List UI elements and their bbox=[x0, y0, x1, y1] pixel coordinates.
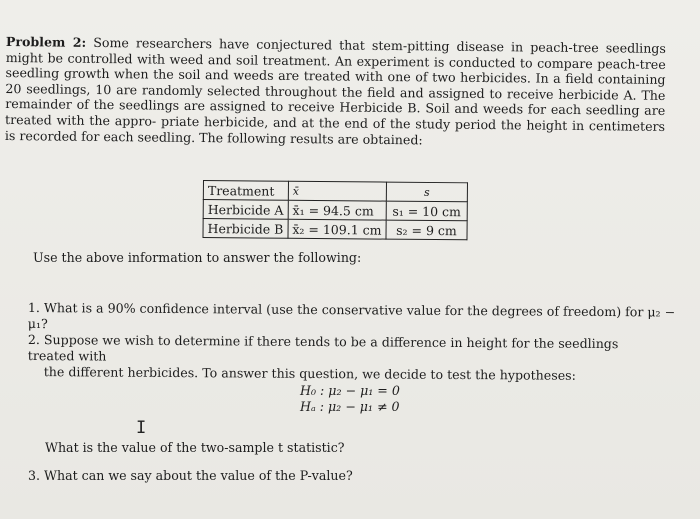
problem-line-5: seedlings are assigned to receive Herbicide B. Soil and weeds for each seedling are treated with the appro- bbox=[5, 97, 666, 129]
table-header-row bbox=[203, 181, 467, 202]
question-3: 3. What can we say about the value of the P-value? bbox=[28, 468, 353, 483]
text-cursor-icon: I bbox=[136, 418, 147, 438]
row-b-sd: s₂ = 9 cm bbox=[386, 220, 467, 240]
problem-line-2: be controlled with weed and soil treatment. An experiment is conducted to compare peach-tree seedling bbox=[5, 50, 666, 81]
table-row bbox=[203, 200, 467, 221]
alternative-hypothesis: Hₐ : μ₂ − μ₁ ≠ 0 bbox=[300, 399, 400, 414]
table-row bbox=[203, 219, 467, 240]
row-b-treatment: Herbicide B bbox=[203, 219, 288, 239]
problem-statement bbox=[5, 34, 666, 150]
problem-label: Problem 2: bbox=[5, 34, 87, 50]
row-b-mean: x̄₂ = 109.1 cm bbox=[288, 219, 386, 239]
results-table bbox=[202, 180, 467, 240]
question-2-line-2: the different herbicides. To answer this question, we decide to test the hypotheses: bbox=[43, 364, 576, 383]
instruction-text: Use the above information to answer the following: bbox=[33, 250, 362, 265]
question-2-line-1: 2. Suppose we wish to determine if there tends to be a difference in height for the seedlings treated with bbox=[27, 332, 619, 364]
problem-line-7: The following results are obtained: bbox=[199, 129, 423, 147]
question-1: 1. What is a 90% confidence interval (use the conservative value for the degrees of freedom) for μ₂ − μ₁? bbox=[27, 300, 676, 332]
row-a-treatment: Herbicide A bbox=[203, 200, 288, 220]
hypotheses bbox=[300, 383, 400, 415]
row-a-mean: x̄₁ = 94.5 cm bbox=[288, 200, 386, 220]
problem-line-4: 10 are randomly selected throughout the field and assigned to receive herbicide A. The remainder of the bbox=[5, 81, 666, 113]
question-2 bbox=[28, 332, 668, 384]
header-mean: x̄ bbox=[288, 181, 386, 201]
question-2-prompt: What is the value of the two-sample t statistic? bbox=[45, 440, 345, 455]
problem-line-6: priate herbicide, and at the end of the study period the height in centimeters is recorded for each seedling. bbox=[4, 113, 666, 145]
null-hypothesis: H₀ : μ₂ − μ₁ = 0 bbox=[300, 383, 400, 398]
problem-line-3: growth when the soil and weeds are treated with one of two herbicides. In a field containing 20 seedlings, bbox=[5, 65, 666, 97]
row-a-sd: s₁ = 10 cm bbox=[386, 201, 467, 221]
problem-line-1: Some researchers have conjectured that stem-pitting disease in peach-tree seedlings might bbox=[5, 34, 666, 65]
header-sd: s bbox=[386, 182, 467, 202]
header-treatment: Treatment bbox=[203, 181, 288, 201]
